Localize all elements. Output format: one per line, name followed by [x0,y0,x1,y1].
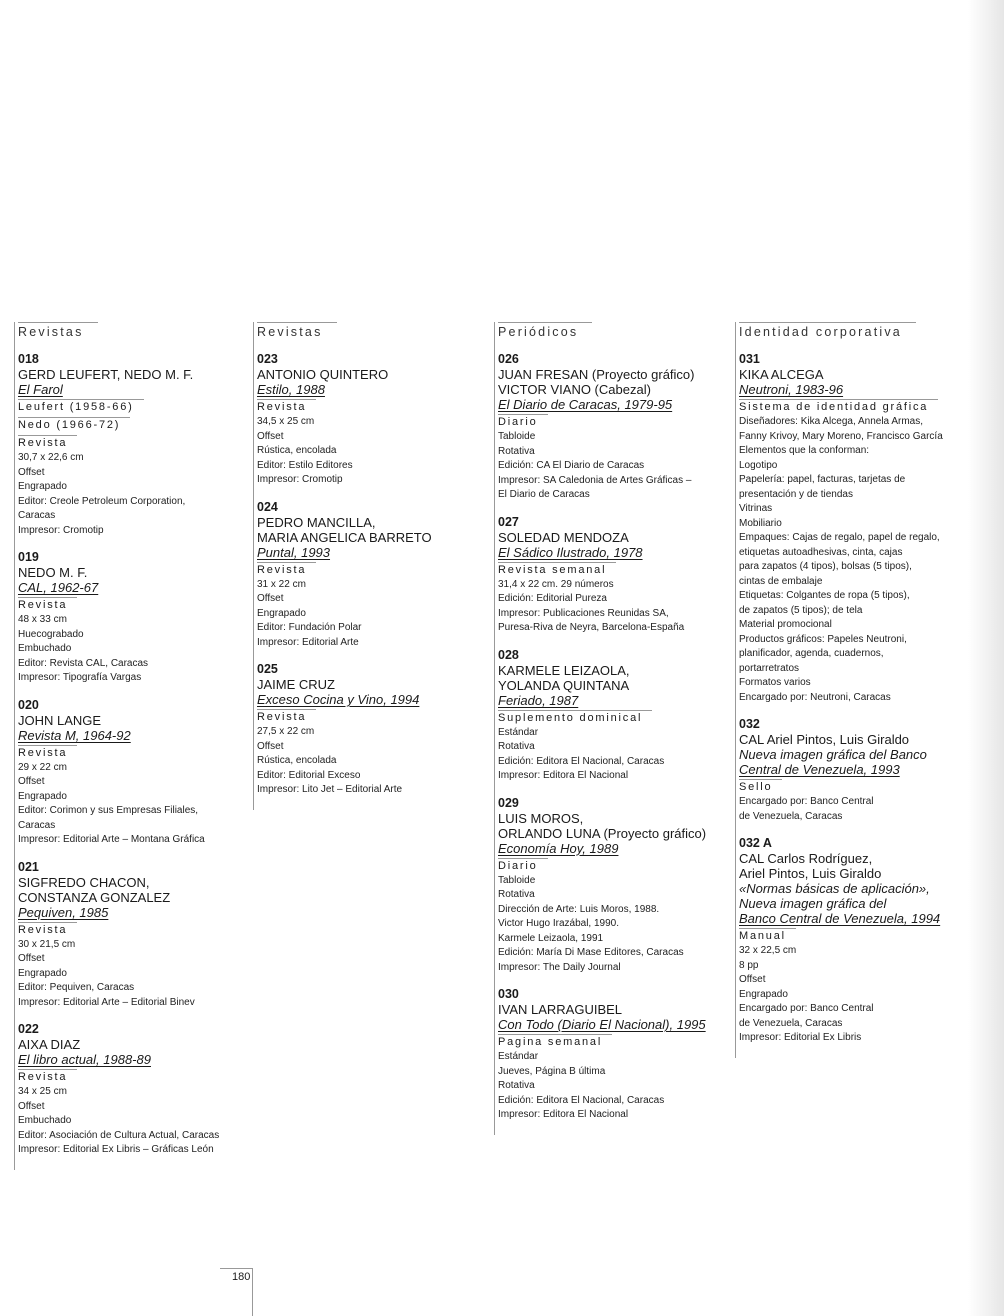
column-heading: Periódicos [498,322,592,342]
entry-title: Pequiven, 1985 [18,904,109,920]
entry-detail: Edición: CA El Diario de Caracas [498,460,645,471]
column-periodicos [494,322,730,1135]
entry-designer: SOLEDAD MENDOZA [498,529,629,545]
catalog-entry [498,352,730,503]
entry-detail: Offset [18,466,45,478]
entry-detail: Diseñadores: Kika Alcega, Annela Armas, [739,416,923,427]
entry-detail: de zapatos (5 tipos); de tela [739,604,863,616]
entry-detail: Elementos que la conforman: [739,445,870,456]
entry-designer: NEDO M. F. [18,565,88,580]
entry-detail: 30,7 x 22,6 cm [18,452,84,463]
catalog-entry [739,717,971,824]
entry-detail: Engrapado [18,790,67,802]
entry-detail: Editor: Editorial Exceso [257,769,361,781]
entry-detail: Offset [257,430,284,442]
entry-detail: Rústica, encolada [257,755,337,766]
entry-detail: Impresor: SA Caledonia de Artes Gráficas – [498,474,692,486]
entry-detail: 31,4 x 22 cm. 29 números [498,578,614,590]
catalog-entry [498,987,730,1123]
entry-detail: Papelería: papel, facturas, tarjetas de [739,474,906,485]
entry-designer: GERD LEUFERT, NEDO M. F. [18,367,194,382]
entry-number: 032 [739,717,760,731]
column-identidad-corporativa [735,322,971,1058]
catalog-entry [18,1022,250,1158]
entry-title: Neutroni, 1983-96 [739,382,844,397]
entry-detail: Estándar [498,1051,539,1062]
entry-detail: Impresor: Tipografía Vargas [18,672,142,683]
entry-title: Puntal, 1993 [257,544,331,560]
entry-detail: Engrapado [739,988,788,1000]
entry-type: Revista semanal [498,562,616,577]
entry-number: 032 A [739,836,772,850]
entry-designer: AIXA DIAZ [18,1037,81,1052]
entry-type: Suplemento dominical [498,710,652,725]
page-edge-shadow [968,0,1004,1316]
catalog-entry [18,550,250,686]
entry-detail: Editor: Corimon y sus Empresas Filiales, [18,805,199,816]
entry-detail: Offset [257,740,284,752]
entry-detail: Tabloide [498,431,536,442]
catalog-entry [739,352,971,705]
entry-detail: 31 x 22 cm [257,578,306,590]
entry-number: 023 [257,352,278,366]
entry-detail: Impresor: Publicaciones Reunidas SA, [498,607,669,619]
entry-detail: de Venezuela, Caracas [739,810,843,822]
entry-detail: Rotativa [498,889,535,900]
entry-title-line: Nueva imagen gráfica del [739,896,887,911]
entry-detail: Material promocional [739,619,832,630]
entry-type: Revista [18,922,77,937]
entry-number: 026 [498,352,519,366]
entry-detail: Edición: Editora El Nacional, Caracas [498,1094,665,1106]
entry-number: 020 [18,697,39,712]
catalog-entry [498,796,730,976]
entry-type: Sistema de identidad gráfica [739,399,938,414]
entry-detail: planificador, agenda, cuadernos, [739,648,884,659]
entry-title: El Diario de Caracas, 1979-95 [498,397,673,412]
column-revistas-2 [253,322,489,810]
entry-number: 018 [18,352,39,366]
entry-detail: Offset [18,1100,45,1112]
entry-designer: KARMELE LEIZAOLA, [498,662,630,678]
entry-detail: Embuchado [18,1115,72,1126]
entry-designer: YOLANDA QUINTANA [498,677,630,693]
entry-detail: Impresor: Editora El Nacional [498,1109,629,1120]
entry-detail: Fanny Krivoy, Mary Moreno, Francisco García [739,430,943,442]
entry-number: 021 [18,859,39,874]
entry-title-extra: Leufert (1958-66) [18,399,144,414]
entry-designer: MARIA ANGELICA BARRETO [257,529,432,545]
entry-type: Revista [257,562,316,577]
entry-detail: Empaques: Cajas de regalo, papel de regalo, [739,532,940,543]
catalog-entry [18,860,250,1011]
entry-title: Con Todo (Diario El Nacional), 1995 [498,1017,706,1032]
entry-designer: SIGFREDO CHACON, [18,874,150,890]
entry-detail: Impresor: Lito Jet – Editorial Arte [257,784,403,795]
entry-detail: 30 x 21,5 cm [18,938,76,950]
entry-title: Exceso Cocina y Vino, 1994 [257,692,420,707]
entry-designer: JAIME CRUZ [257,677,335,692]
entry-type: Revista [257,709,316,724]
entry-detail: Encargado por: Banco Central [739,796,874,807]
entry-detail: 34,5 x 25 cm [257,416,315,427]
entry-detail: Impresor: The Daily Journal [498,961,621,973]
entry-detail: Impresor: Editorial Ex Libris – Gráficas León [18,1144,214,1155]
catalog-entry [257,352,489,488]
entry-detail: 48 x 33 cm [18,614,67,625]
entry-detail: Impresor: Editorial Arte – Editorial Binev [18,996,195,1008]
entry-designer: CAL Carlos Rodríguez, [739,851,873,866]
entry-detail: etiquetas autoadhesivas, cinta, cajas [739,546,903,558]
entry-title: Revista M, 1964-92 [18,727,131,743]
entry-detail: Engrapado [18,481,67,492]
catalog-entry [18,352,250,538]
entry-detail: Impresor: Editora El Nacional [498,770,629,781]
entry-detail: Editor: Fundación Polar [257,622,362,633]
entry-detail: Edición: María Di Mase Editores, Caracas [498,947,684,958]
entry-detail: de Venezuela, Caracas [739,1017,843,1029]
entry-detail: 34 x 25 cm [18,1086,67,1097]
entry-detail: Estándar [498,726,539,738]
entry-title: Feriado, 1987 [498,692,579,708]
entry-designer: ANTONIO QUINTERO [257,367,389,382]
entry-detail: Caracas [18,510,56,521]
entry-designer: CAL Ariel Pintos, Luis Giraldo [739,732,910,747]
entry-title-line: Nueva imagen gráfica del Banco [739,747,927,762]
entry-number: 024 [257,499,278,514]
entry-designer: PEDRO MANCILLA, [257,514,376,530]
entry-type: Revista [257,399,316,414]
catalog-entry [18,698,250,848]
catalog-entry [498,648,730,784]
entry-detail: Offset [739,974,766,985]
catalog-entry [257,662,489,798]
entry-detail: Dirección de Arte: Luis Moros, 1988. [498,903,660,915]
column-heading: Identidad corporativa [739,322,916,342]
catalog-entry [739,836,971,1046]
entry-detail: Impresor: Editorial Arte [257,636,359,648]
entry-designer: JOHN LANGE [18,712,102,728]
entry-detail: Editor: Asociación de Cultura Actual, Caracas [18,1129,220,1141]
entry-designer: LUIS MOROS, [498,810,584,826]
entry-number: 031 [739,352,760,366]
entry-detail: Edición: Editora El Nacional, Caracas [498,755,665,767]
entry-number: 027 [498,514,519,529]
catalog-entry [257,500,489,651]
entry-detail: Impresor: Editorial Arte – Montana Gráfica [18,834,205,845]
entry-detail: Rotativa [498,445,535,457]
entry-title-line: «Normas básicas de aplicación», [739,881,930,896]
entry-type: Revista [18,435,77,450]
entry-detail: Editor: Estilo Editores [257,459,353,471]
entry-detail: 8 pp [739,959,759,971]
catalog-entry [498,515,730,636]
entry-detail: Offset [18,776,45,787]
entry-detail: Formatos varios [739,677,811,688]
entry-detail: Victor Hugo Irazábal, 1990. [498,918,620,929]
entry-type: Revista [18,745,77,760]
entry-designer: CONSTANZA GONZALEZ [18,889,171,905]
entry-title-extra: Nedo (1966-72) [18,417,130,432]
entry-detail: Karmele Leizaola, 1991 [498,932,604,944]
entry-detail: Rotativa [498,1080,535,1091]
entry-detail: cintas de embalaje [739,575,823,587]
entry-type: Manual [739,928,796,943]
entry-type: Sello [739,779,782,794]
entry-detail: Edición: Editorial Pureza [498,593,607,604]
entry-detail: Encargado por: Banco Central [739,1003,874,1014]
entry-detail: El Diario de Caracas [498,489,590,500]
entry-detail: Jueves, Página B última [498,1065,606,1077]
entry-number: 022 [18,1022,39,1036]
entry-number: 029 [498,795,519,810]
entry-detail: Editor: Revista CAL, Caracas [18,657,149,669]
entry-designer: KIKA ALCEGA [739,367,824,382]
page-number: 180 [220,1268,252,1283]
entry-detail: portarretratos [739,662,800,674]
entry-detail: Embuchado [18,643,72,654]
entry-detail: Productos gráficos: Papeles Neutroni, [739,633,907,645]
entry-detail: Huecograbado [18,628,84,640]
entry-designer: Ariel Pintos, Luis Giraldo [739,866,882,881]
entry-detail: Offset [257,593,284,604]
entry-detail: Rotativa [498,741,535,752]
entry-detail: Impresor: Cromotip [257,474,343,485]
entry-detail: Editor: Pequiven, Caracas [18,982,135,993]
entry-detail: Vitrinas [739,503,773,514]
entry-detail: Rústica, encolada [257,445,337,456]
entry-detail: Puresa-Riva de Neyra, Barcelona-España [498,622,685,633]
entry-number: 028 [498,647,519,662]
entry-detail: Offset [18,953,45,964]
entry-detail: Caracas [18,819,56,831]
entry-type: Diario [498,858,548,873]
column-heading: Revistas [257,322,337,342]
entry-number: 019 [18,550,39,564]
entry-detail: Engrapado [257,607,306,619]
column-revistas-1 [14,322,250,1170]
entry-detail: 29 x 22 cm [18,761,67,773]
entry-title: Economía Hoy, 1989 [498,840,619,856]
entry-type: Pagina semanal [498,1034,612,1049]
entry-detail: Mobiliario [739,517,782,529]
entry-title-line: Central de Venezuela, 1993 [739,762,900,777]
entry-detail: Logotipo [739,459,778,471]
entry-title: El Farol [18,382,63,397]
entry-detail: para zapatos (4 tipos), bolsas (5 tipos), [739,561,912,572]
entry-designer: VICTOR VIANO (Cabezal) [498,382,651,397]
entry-detail: Impresor: Editorial Ex Libris [739,1032,862,1043]
entry-detail: 32 x 22,5 cm [739,945,797,956]
entry-detail: Impresor: Cromotip [18,524,104,536]
column-heading: Revistas [18,322,98,342]
entry-detail: 27,5 x 22 cm [257,726,315,737]
entry-type: Revista [18,597,77,612]
entry-number: 025 [257,662,278,676]
entry-title-line: Banco Central de Venezuela, 1994 [739,911,941,926]
entry-detail: Etiquetas: Colgantes de ropa (5 tipos), [739,590,910,601]
entry-detail: Tabloide [498,874,536,886]
entry-designer: JUAN FRESAN (Proyecto gráfico) [498,367,695,382]
entry-detail: presentación y de tiendas [739,488,853,500]
entry-designer: IVAN LARRAGUIBEL [498,1002,623,1017]
entry-type: Diario [498,414,548,429]
entry-type: Revista [18,1069,77,1084]
entry-title: CAL, 1962-67 [18,580,99,595]
entry-detail: Encargado por: Neutroni, Caracas [739,691,891,703]
entry-title: El Sádico Ilustrado, 1978 [498,544,643,560]
entry-number: 030 [498,987,519,1001]
entry-designer: ORLANDO LUNA (Proyecto gráfico) [498,825,707,841]
entry-detail: Engrapado [18,967,67,979]
entry-detail: Editor: Creole Petroleum Corporation, [18,495,186,507]
entry-title: Estilo, 1988 [257,382,325,397]
entry-title: El libro actual, 1988-89 [18,1052,151,1067]
